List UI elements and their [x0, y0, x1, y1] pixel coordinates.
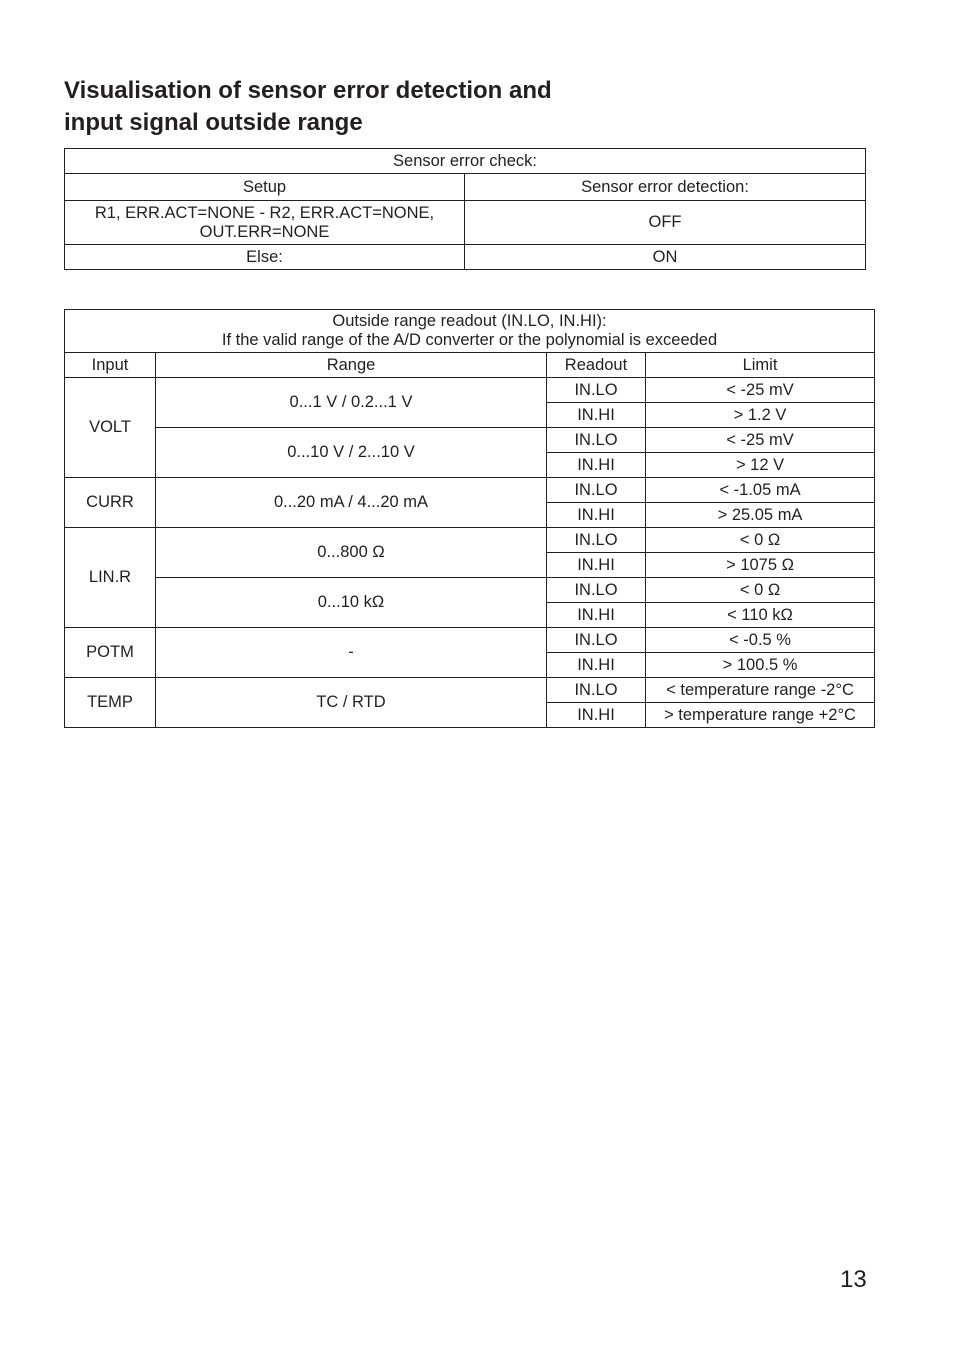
detection-cell: OFF — [465, 201, 866, 245]
readout-cell: IN.HI — [547, 553, 646, 578]
readout-cell: IN.LO — [547, 378, 646, 403]
input-cell-volt: VOLT — [65, 378, 156, 478]
readout-cell: IN.LO — [547, 628, 646, 653]
readout-cell: IN.LO — [547, 528, 646, 553]
table-row — [65, 528, 875, 553]
table-row — [65, 478, 875, 503]
limit-cell: > 12 V — [646, 453, 875, 478]
readout-cell: IN.LO — [547, 578, 646, 603]
limit-cell: < temperature range -2°C — [646, 678, 875, 703]
range-table-title-line-2: If the valid range of the A/D converter or the polynomial is exceeded — [221, 331, 718, 349]
table-row — [65, 628, 875, 653]
readout-cell: IN.LO — [547, 478, 646, 503]
table-row — [65, 378, 875, 403]
range-cell: - — [156, 628, 547, 678]
limit-cell: > 100.5 % — [646, 653, 875, 678]
table-row — [65, 678, 875, 703]
limit-cell: < 0 Ω — [646, 528, 875, 553]
table-title-row — [65, 149, 866, 174]
setup-text-line-2: OUT.ERR=NONE — [199, 222, 330, 241]
setup-cell: Else: — [65, 245, 465, 270]
readout-cell: IN.LO — [547, 428, 646, 453]
range-cell: 0...10 V / 2...10 V — [156, 428, 547, 478]
range-cell: 0...10 kΩ — [156, 578, 547, 628]
sensor-error-check-table — [64, 148, 866, 270]
sensor-table-title: Sensor error check: — [65, 149, 866, 174]
limit-cell: > 25.05 mA — [646, 503, 875, 528]
table-header-row — [65, 353, 875, 378]
limit-cell: < -25 mV — [646, 428, 875, 453]
input-cell-temp: TEMP — [65, 678, 156, 728]
limit-cell: < -0.5 % — [646, 628, 875, 653]
readout-cell: IN.HI — [547, 403, 646, 428]
outside-range-table — [64, 309, 875, 728]
page-title-line-1: Visualisation of sensor error detection and — [64, 77, 552, 104]
limit-cell: > temperature range +2°C — [646, 703, 875, 728]
table-row — [65, 428, 875, 453]
readout-cell: IN.LO — [547, 678, 646, 703]
readout-cell: IN.HI — [547, 503, 646, 528]
limit-cell: < 0 Ω — [646, 578, 875, 603]
page-title-line-2: input signal outside range — [64, 109, 363, 136]
column-header-input: Input — [65, 353, 156, 378]
readout-cell: IN.HI — [547, 653, 646, 678]
range-table-title-line-1: Outside range readout (IN.LO, IN.HI): — [332, 312, 607, 330]
limit-cell: < -1.05 mA — [646, 478, 875, 503]
column-header-limit: Limit — [646, 353, 875, 378]
setup-cell — [65, 201, 465, 245]
readout-cell: IN.HI — [547, 453, 646, 478]
setup-text-line-1: R1, ERR.ACT=NONE - R2, ERR.ACT=NONE, — [94, 203, 435, 222]
input-cell-linr: LIN.R — [65, 528, 156, 628]
limit-cell: < -25 mV — [646, 378, 875, 403]
limit-cell: < 110 kΩ — [646, 603, 875, 628]
table-row — [65, 245, 866, 270]
column-header-readout: Readout — [547, 353, 646, 378]
range-cell: 0...800 Ω — [156, 528, 547, 578]
range-cell: 0...1 V / 0.2...1 V — [156, 378, 547, 428]
page-title — [64, 75, 764, 139]
table-row — [65, 578, 875, 603]
readout-cell: IN.HI — [547, 603, 646, 628]
limit-cell: > 1.2 V — [646, 403, 875, 428]
table-row — [65, 201, 866, 245]
column-header-range: Range — [156, 353, 547, 378]
page-number: 13 — [840, 1266, 867, 1293]
input-cell-curr: CURR — [65, 478, 156, 528]
readout-cell: IN.HI — [547, 703, 646, 728]
limit-cell: > 1075 Ω — [646, 553, 875, 578]
range-table-title — [65, 310, 875, 353]
detection-cell: ON — [465, 245, 866, 270]
table-header-row — [65, 174, 866, 201]
column-header-detection: Sensor error detection: — [465, 174, 866, 201]
range-cell: TC / RTD — [156, 678, 547, 728]
range-cell: 0...20 mA / 4...20 mA — [156, 478, 547, 528]
table-title-row — [65, 310, 875, 353]
column-header-setup: Setup — [65, 174, 465, 201]
input-cell-potm: POTM — [65, 628, 156, 678]
